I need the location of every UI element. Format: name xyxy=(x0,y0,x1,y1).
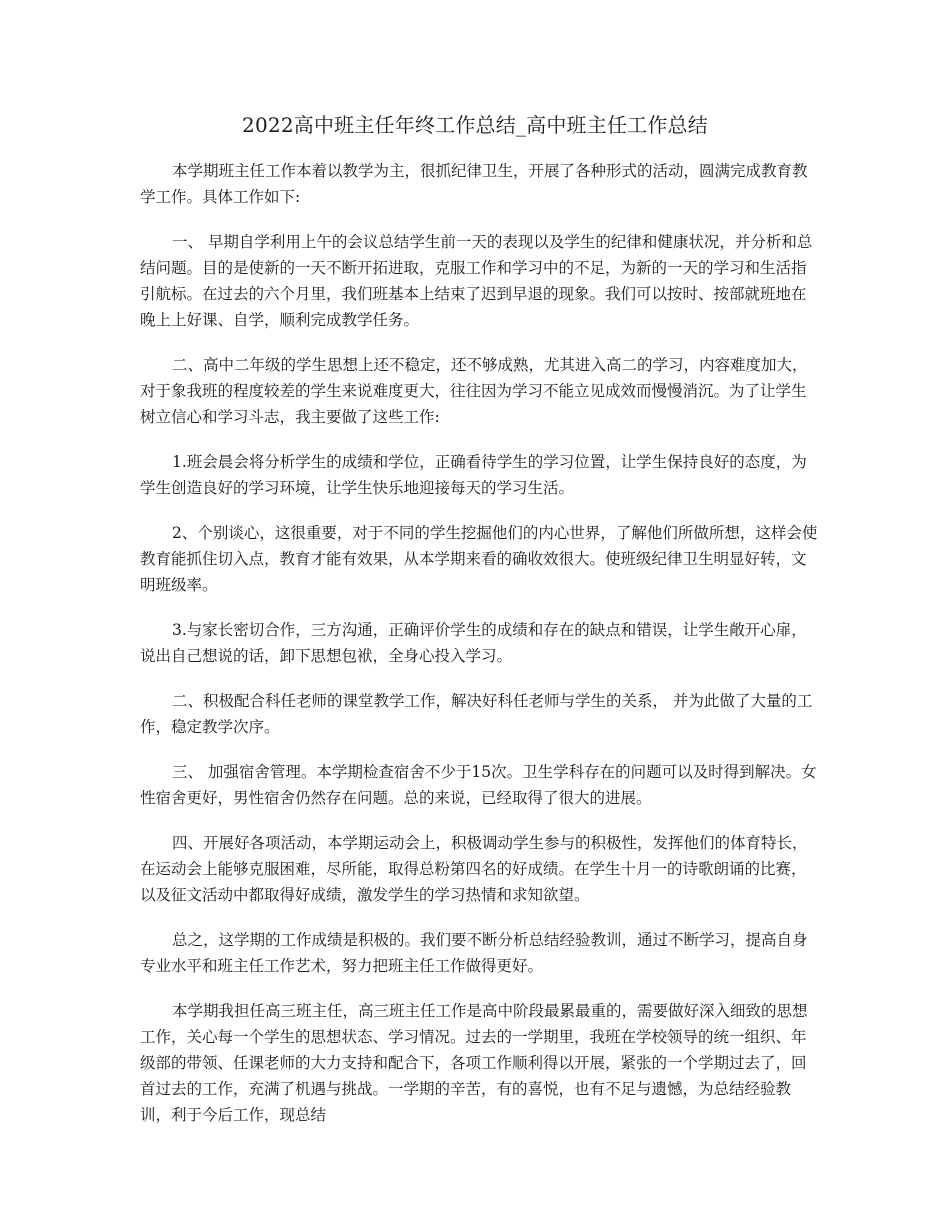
paragraph-section-2: 二、高中二年级的学生思想上还不稳定，还不够成熟，尤其进入高二的学习，内容难度加大，对于象我班的程度较差的学生来说难度更大，往往因为学习不能立见成效而慢慢消沉。为了让学生树立信心和学习斗志，我主要做了这些工作: xyxy=(140,356,808,426)
paragraph-summary: 总之，这学期的工作成绩是积极的。我们要不断分析总结经验教训，通过不断学习，提高自身专业水平和班主任工作艺术，努力把班主任工作做得更好。 xyxy=(140,931,808,975)
document-body xyxy=(140,158,820,1147)
paragraph-grade-three: 本学期我担任高三班主任，高三班主任工作是高中阶段最累最重的，需要做好深入细致的思想工作，关心每一个学生的思想状态、学习情况。过去的一学期里，我班在学校领导的统一组织、年级部的带领、任课老师的大力支持和配合下，各项工作顺利得以开展，紧张的一个学期过去了，回首过去的工作，充满了机遇与挑战。一学期的辛苦，有的喜悦，也有不足与遗憾，为总结经验教训，利于今后工作，现总结 xyxy=(140,1002,808,1124)
paragraph-section-2b: 二、积极配合科任老师的课堂教学工作，解决好科任老师与学生的关系， 并为此做了大量的工作，稳定教学次序。 xyxy=(140,692,813,736)
document-title: 2022高中班主任年终工作总结_高中班主任工作总结 xyxy=(242,113,708,137)
paragraph-item-3: 3.与家长密切合作，三方沟通，正确评价学生的成绩和存在的缺点和错误，让学生敞开心扉，说出自己想说的话，卸下思想包袱，全身心投入学习。 xyxy=(140,621,807,665)
paragraph-item-2: 2、个别谈心，这很重要，对于不同的学生挖掘他们的内心世界，了解他们所做所想，这样会使教育能抓住切入点，教育才能有效果，从本学期来看的确收效很大。使班级纪律卫生明显好转，文明班级率。 xyxy=(140,524,818,594)
paragraph-intro: 本学期班主任工作本着以教学为主，很抓纪律卫生，开展了各种形式的活动，圆满完成教育教学工作。具体工作如下: xyxy=(140,162,808,206)
paragraph-section-3: 三、 加强宿舍管理。本学期检查宿舍不少于15次。卫生学科存在的问题可以及时得到解决。女性宿舍更好，男性宿舍仍然存在问题。总的来说，已经取得了很大的进展。 xyxy=(140,763,817,807)
paragraph-section-1: 一、 早期自学利用上午的会议总结学生前一天的表现以及学生的纪律和健康状况，并分析和总结问题。目的是使新的一天不断开拓进取，克服工作和学习中的不足，为新的一天的学习和生活指引航标。在过去的六个月里，我们班基本上结束了迟到早退的现象。我们可以按时、按部就班地在晚上上好课、自学，顺利完成教学任务。 xyxy=(140,233,813,329)
paragraph-item-1: 1.班会晨会将分析学生的成绩和学位，正确看待学生的学习位置，让学生保持良好的态度，为学生创造良好的学习环境，让学生快乐地迎接每天的学习生活。 xyxy=(140,453,807,497)
paragraph-section-4: 四、开展好各项活动，本学期运动会上，积极调动学生参与的积极性，发挥他们的体育特长，在运动会上能够克服困难，尽所能，取得总粉第四名的好成绩。在学生十月一的诗歌朗诵的比赛，以及征文活动中都取得好成绩，激发学生的学习热情和求知欲望。 xyxy=(140,834,808,904)
